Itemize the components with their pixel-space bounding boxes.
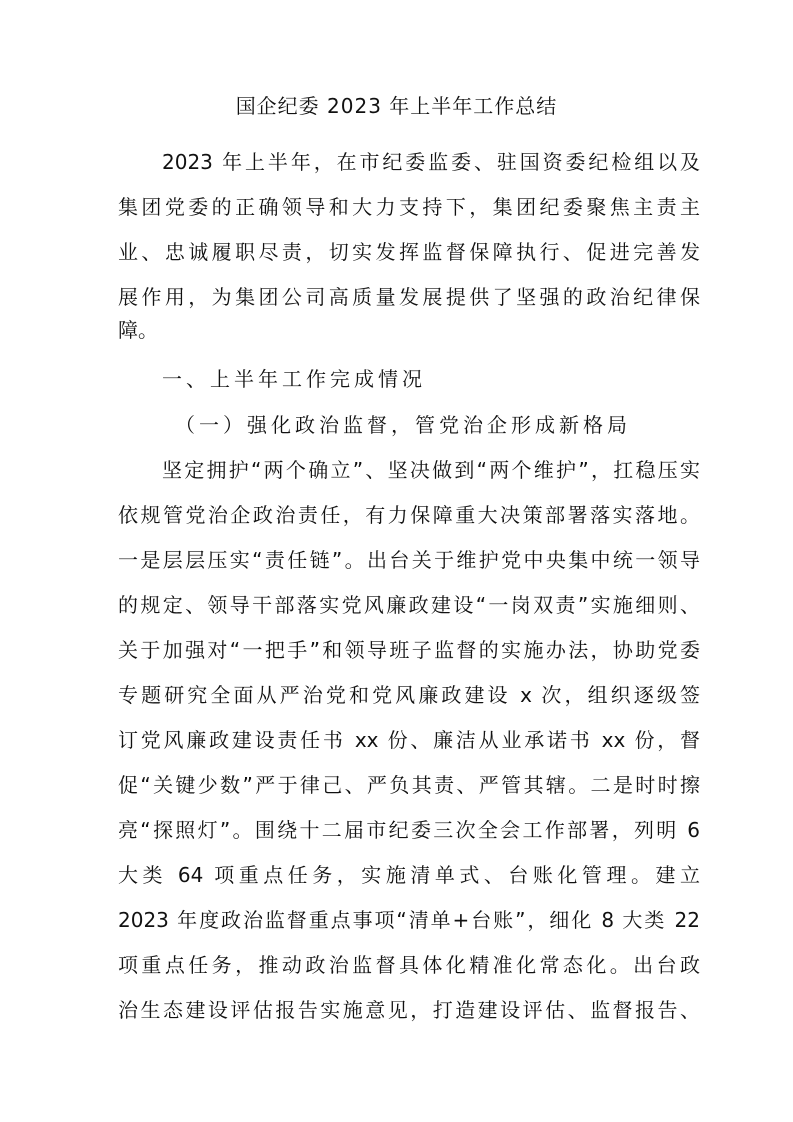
body-line: 依规管党治企政治责任，有力保障重大决策部署落实落地。 (118, 503, 700, 527)
intro-line: 集团党委的正确领导和大力支持下，集团纪委聚焦主责主 (118, 195, 700, 219)
document-title: 国企纪委 2023 年上半年工作总结 (235, 94, 558, 118)
body-line: 亮“探照灯”。围绕十二届市纪委三次全会工作部署，列明 6 (118, 818, 700, 842)
body-line: 一是层层压实“责任链”。出台关于维护党中央集中统一领导 (118, 548, 700, 572)
body-line: 专题研究全面从严治党和党风廉政建设 x 次，组织逐级签 (118, 683, 700, 707)
body-line: 大类 64 项重点任务，实施清单式、台账化管理。建立 (118, 863, 700, 887)
body-line: 2023 年度政治监督重点事项“清单+台账”，细化 8 大类 22 (118, 908, 700, 932)
body-line: 订党风廉政建设责任书 xx 份、廉洁从业承诺书 xx 份，督 (118, 728, 700, 752)
body-line: 项重点任务，推动政治监督具体化精准化常态化。出台政 (118, 953, 700, 977)
body-line: 坚定拥护“两个确立”、坚决做到“两个维护”，扛稳压实 (162, 458, 700, 482)
intro-line: 展作用，为集团公司高质量发展提供了坚强的政治纪律保 (118, 285, 700, 309)
intro-line: 2023 年上半年，在市纪委监委、驻国资委纪检组以及 (162, 150, 700, 174)
body-line: 治生态建设评估报告实施意见，打造建设评估、监督报告、 (118, 998, 700, 1022)
body-line: 促“关键少数”严于律己、严负其责、严管其辖。二是时时擦 (118, 773, 700, 797)
body-line: 关于加强对“一把手”和领导班子监督的实施办法，协助党委 (118, 638, 700, 662)
body-line: 的规定、领导干部落实党风廉政建设“一岗双责”实施细则、 (118, 593, 700, 617)
subsection-heading: （一）强化政治监督，管党治企形成新格局 (175, 413, 631, 437)
section-heading: 一、上半年工作完成情况 (162, 367, 426, 391)
intro-line: 障。 (118, 318, 158, 342)
intro-line: 业、忠诚履职尽责，切实发挥监督保障执行、促进完善发 (118, 240, 700, 264)
